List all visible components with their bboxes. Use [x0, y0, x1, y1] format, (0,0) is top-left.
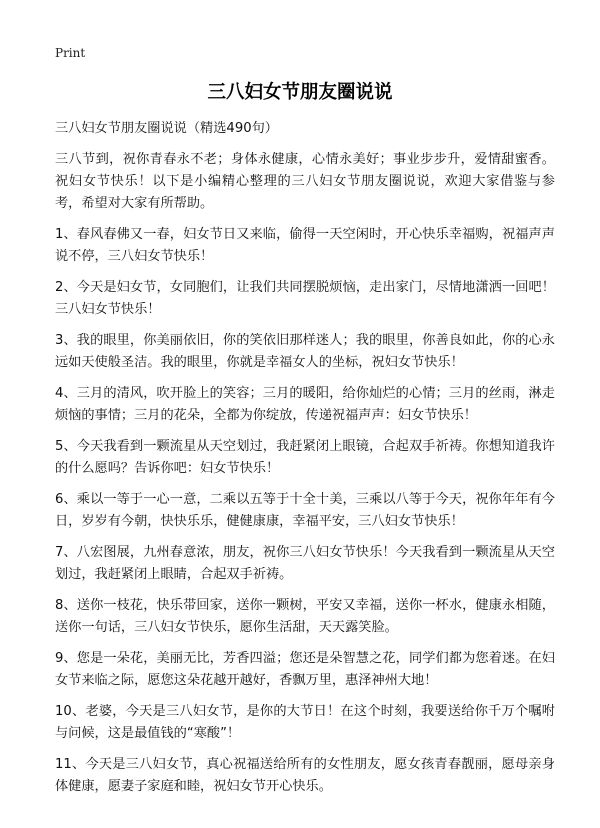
page-title: 三八妇女节朋友圈说说: [207, 82, 393, 103]
list-item: 10、老婆，今天是三八妇女节，是你的大节日！在这个时刻，我要送给你千万个嘱咐与问候，这是最值钱的“寒酸”！: [55, 704, 555, 741]
article-body: [55, 118, 555, 807]
list-item: 7、八宏图展，九州春意浓，朋友，祝你三八妇女节快乐！今天我看到一颗流星从天空划过，我赶紧闭上眼睛，合起双手祈祷。: [55, 545, 555, 582]
list-item: 1、春风春佛又一春，妇女节日又来临，偷得一天空闲时，开心快乐幸福购，祝福声声说不停，三八妇女节快乐！: [55, 227, 555, 264]
list-item: 6、乘以一等于一心一意，二乘以五等于十全十美，三乘以八等于今天，祝你年年有今日，岁岁有今朝，快快乐乐，健健康康，幸福平安，三八妇女节快乐！: [55, 492, 555, 529]
list-item: 11、今天是三八妇女节，真心祝福送给所有的女性朋友，愿女孩青春靓丽，愿母亲身体健康，愿妻子家庭和睦，祝妇女节开心快乐。: [55, 757, 555, 794]
list-item: 2、今天是妇女节，女同胞们，让我们共同摆脱烦恼，走出家门，尽情地潇洒一回吧！三八妇女节快乐！: [55, 280, 555, 317]
list-item: 8、送你一枝花，快乐带回家，送你一颗树，平安又幸福，送你一杯水，健康永相随，送你一句话，三八妇女节快乐，愿你生活甜，天天露笑脸。: [55, 598, 555, 635]
list-item: 4、三月的清风，吹开脸上的笑容；三月的暖阳，给你灿烂的心情；三月的丝雨，淋走烦恼的事情；三月的花朵，全都为你绽放，传递祝福声声：妇女节快乐！: [55, 386, 555, 423]
article-subtitle: 三八妇女节朋友圈说说（精选490句）: [55, 121, 278, 136]
list-item: 3、我的眼里，你美丽依旧，你的笑依旧那样迷人；我的眼里，你善良如此，你的心永远如天使般圣洁。我的眼里，你就是幸福女人的坐标，祝妇女节快乐！: [55, 333, 555, 370]
list-item: 5、今天我看到一颗流星从天空划过，我赶紧闭上眼镜，合起双手祈祷。你想知道我许的什么愿吗？告诉你吧：妇女节快乐！: [55, 439, 555, 476]
list-item: 9、您是一朵花，美丽无比，芳香四溢；您还是朵智慧之花，同学们都为您着迷。在妇女节来临之际，愿您这朵花越开越好，香飘万里，惠泽神州大地！: [55, 651, 555, 688]
intro-paragraph: 三八节到，祝你青春永不老；身体永健康，心情永美好；事业步步升，爱情甜蜜香。祝妇女节快乐！以下是小编精心整理的三八妇女节朋友圈说说，欢迎大家借鉴与参考，希望对大家有所帮助。: [55, 152, 555, 211]
print-link[interactable]: Print: [55, 46, 86, 60]
